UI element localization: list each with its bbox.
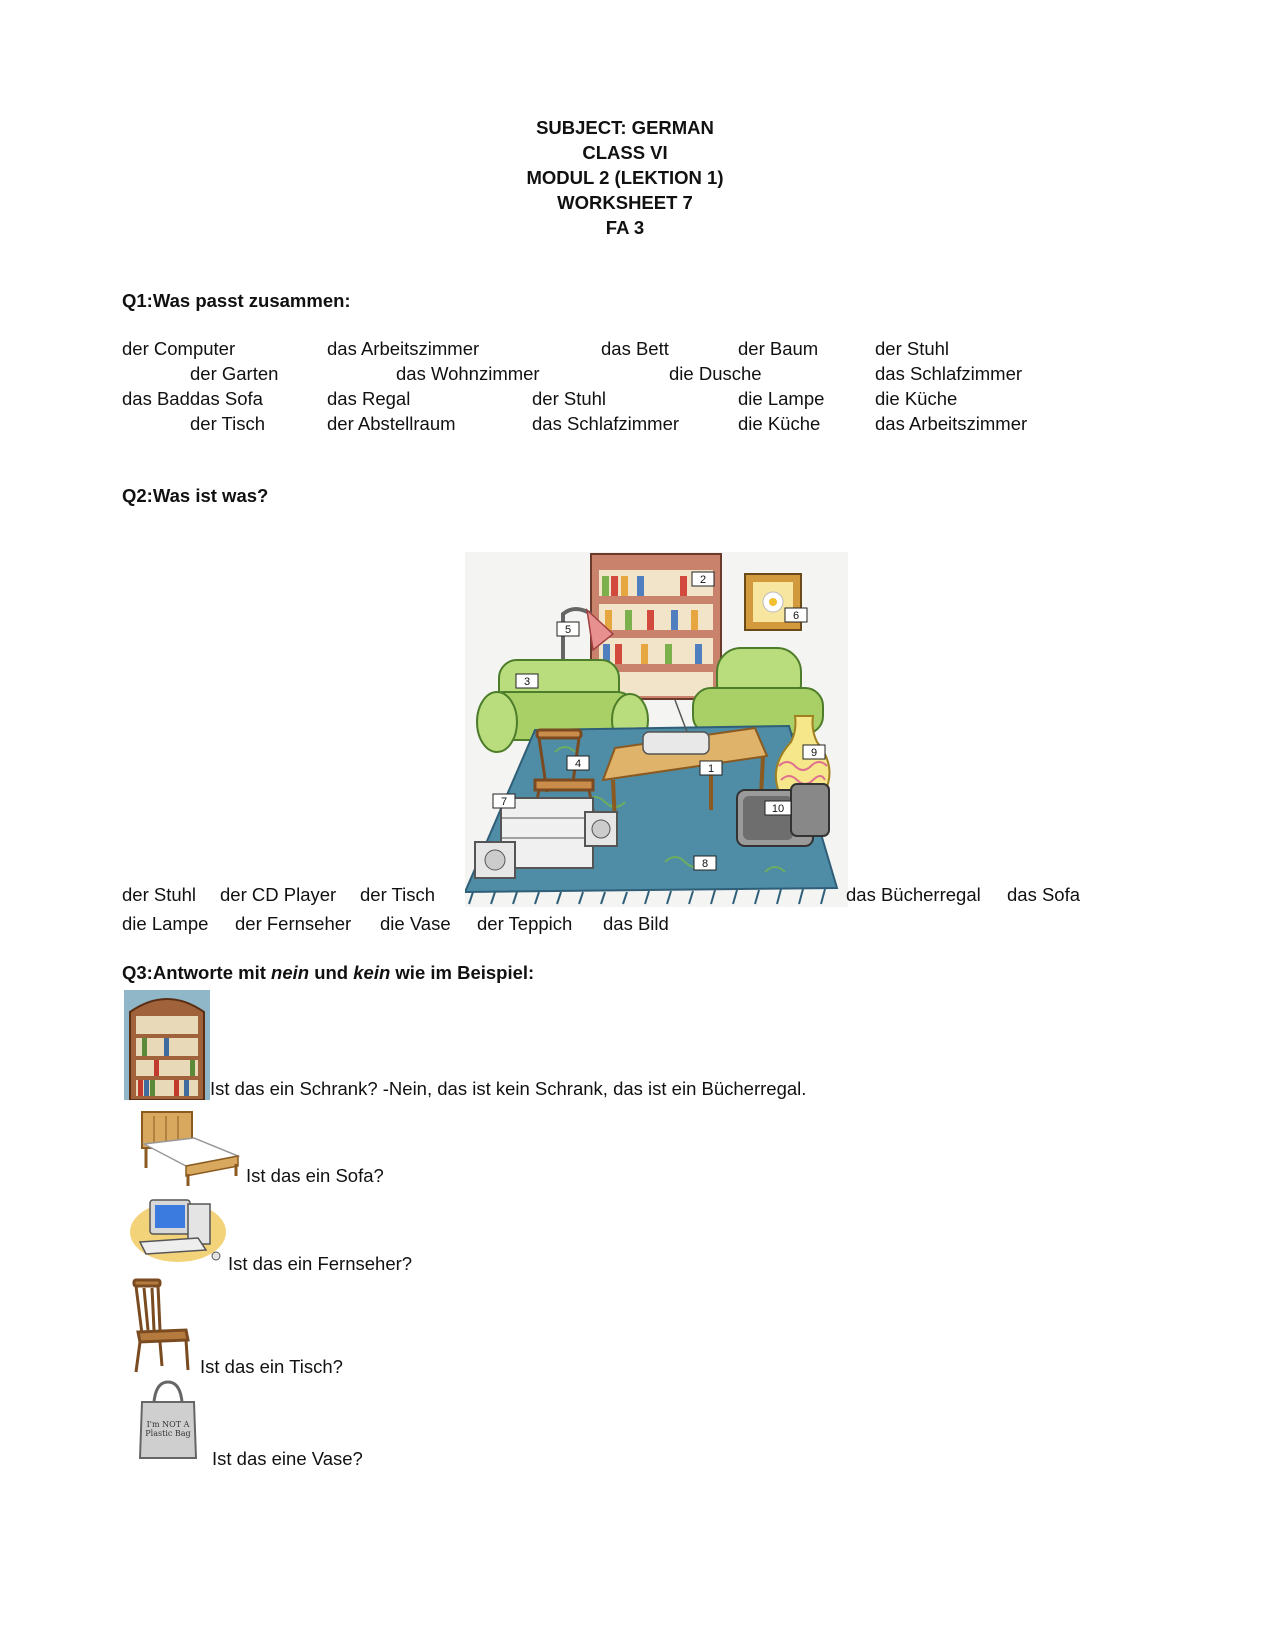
living-room-illustration	[465, 552, 848, 907]
q1-word: der Baum	[738, 338, 819, 359]
q3-title-mid: und	[309, 962, 354, 983]
header-fa: FA 3	[605, 217, 645, 238]
q2-word: der Stuhl	[122, 884, 197, 905]
q2-word: der CD Player	[220, 884, 337, 905]
svg-text:8: 8	[701, 858, 709, 870]
number-label-5	[557, 622, 579, 636]
svg-text:6: 6	[792, 610, 800, 622]
bookshelf-icon	[124, 990, 210, 1100]
q1-word: das Schlafzimmer	[875, 363, 1023, 384]
q2-word: der Fernseher	[235, 913, 352, 934]
number-label-1	[700, 761, 722, 775]
q3-question-2: Ist das ein Sofa?	[246, 1165, 384, 1186]
header-class: CLASS VI	[582, 142, 668, 163]
number-label-3	[516, 674, 538, 688]
svg-text:5: 5	[564, 624, 572, 636]
number-label-4	[567, 756, 589, 770]
q3-title-post: wie im Beispiel:	[390, 962, 535, 983]
svg-text:2: 2	[699, 574, 707, 586]
svg-text:3: 3	[523, 676, 531, 688]
q3-question-1: Ist das ein Schrank? -Nein, das ist kein Schrank, das ist ein Bücherregal.	[210, 1078, 807, 1099]
svg-text:7: 7	[500, 796, 508, 808]
svg-text:9: 9	[810, 747, 818, 759]
header-subject: SUBJECT: GERMAN	[536, 117, 714, 138]
q1-word: das Arbeitszimmer	[327, 338, 480, 359]
header-worksheet: WORKSHEET 7	[557, 192, 693, 213]
q2-word: das Sofa	[1007, 884, 1081, 905]
q1-word: das Arbeitszimmer	[875, 413, 1028, 434]
q2-word: die Lampe	[122, 913, 209, 934]
q1-word: das Bett	[601, 338, 669, 359]
number-label-6	[785, 608, 807, 622]
number-label-2	[692, 572, 714, 586]
q3-question-4: Ist das ein Tisch?	[200, 1356, 343, 1377]
q2-title: Q2:Was ist was?	[122, 485, 269, 506]
q1-title: Q1:Was passt zusammen:	[122, 290, 351, 311]
q1-word: der Abstellraum	[327, 413, 456, 434]
number-label-10	[765, 801, 791, 815]
q1-word: die Dusche	[669, 363, 762, 384]
q2-word: der Teppich	[477, 913, 573, 934]
number-label-7	[493, 794, 515, 808]
q3-title-nein: nein	[271, 962, 310, 983]
q3-question-5: Ist das eine Vase?	[212, 1448, 363, 1469]
number-label-9	[803, 745, 825, 759]
q3-title-pre: Q3:Antworte mit	[122, 962, 272, 983]
q2-word: der Tisch	[360, 884, 436, 905]
q1-word: das Regal	[327, 388, 411, 409]
q1-word: der Stuhl	[875, 338, 950, 359]
q1-word: der Computer	[122, 338, 236, 359]
q1-word: die Küche	[738, 413, 821, 434]
computer-icon	[128, 1192, 228, 1266]
q3-title	[122, 962, 534, 984]
q2-word: die Vase	[380, 913, 451, 934]
q2-word: das Bild	[603, 913, 669, 934]
svg-text:1: 1	[707, 763, 715, 775]
q3-title-kein: kein	[353, 962, 391, 983]
number-label-8	[694, 856, 716, 870]
header-modul: MODUL 2 (LEKTION 1)	[526, 167, 724, 188]
bag-text: I'm NOT A Plastic Bag	[145, 1420, 191, 1438]
q1-word: das Baddas Sofa	[122, 388, 263, 409]
bed-icon	[134, 1108, 242, 1188]
q1-word: die Küche	[875, 388, 958, 409]
svg-text:10: 10	[771, 803, 785, 815]
q1-word: das Wohnzimmer	[396, 363, 540, 384]
q1-word: das Schlafzimmer	[532, 413, 680, 434]
svg-text:4: 4	[574, 758, 582, 770]
q1-word: der Tisch	[190, 413, 266, 434]
bag-icon	[138, 1380, 198, 1460]
q1-word: die Lampe	[738, 388, 825, 409]
q1-word: der Garten	[190, 363, 279, 384]
q3-question-3: Ist das ein Fernseher?	[228, 1253, 413, 1274]
chair-icon	[130, 1278, 192, 1374]
q2-word: das Bücherregal	[846, 884, 981, 905]
q1-word: der Stuhl	[532, 388, 607, 409]
